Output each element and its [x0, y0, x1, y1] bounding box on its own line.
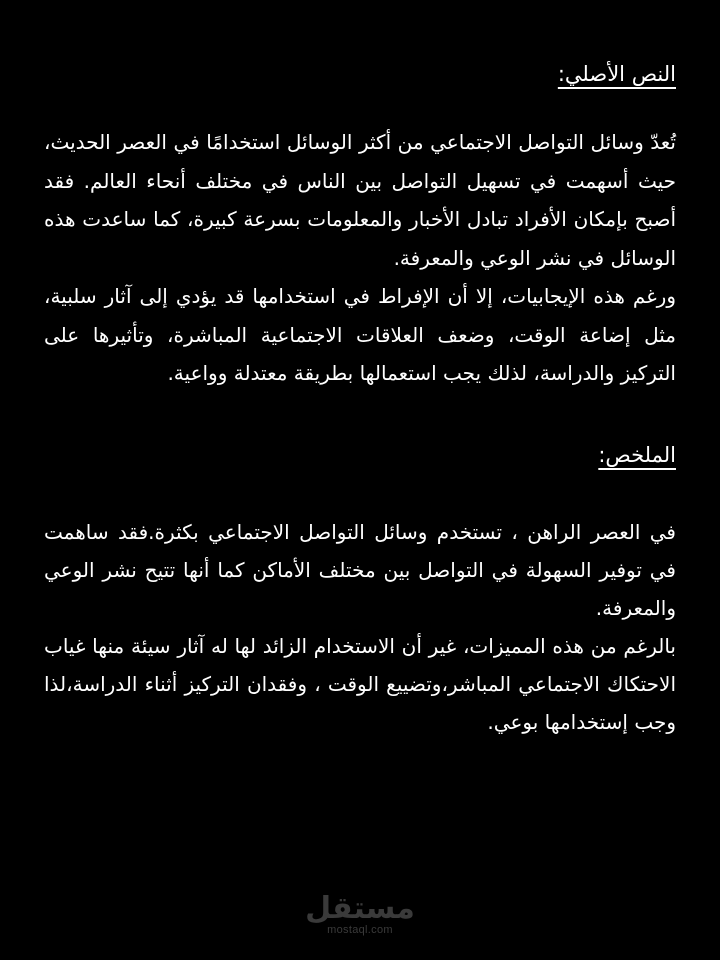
- original-text-section: [44, 58, 676, 393]
- watermark-domain: mostaql.com: [327, 924, 393, 936]
- summary-heading: الملخص:: [598, 442, 676, 467]
- original-paragraph-1: تُعدّ وسائل التواصل الاجتماعي من أكثر الوسائل استخدامًا في العصر الحديث، حيث أسهمت في تسهيل التواصل بين الناس في مختلف أنحاء العالم. فقد أصبح بإمكان الأفراد تبادل الأخبار والمعلومات بسرعة كبيرة، كما ساعدت هذه الوسائل في نشر الوعي والمعرفة.: [44, 130, 676, 270]
- summary-paragraph-1: في العصر الراهن ، تستخدم وسائل التواصل الاجتماعي بكثرة.فقد ساهمت في توفير السهولة في التواصل بين مختلف الأماكن كما أنها تتيح نشر الوعي والمعرفة.: [44, 519, 676, 620]
- summary-section: [44, 439, 676, 741]
- summary-paragraph-2: بالرغم من هذه المميزات، غير أن الاستخدام الزائد لها له آثار سيئة منها غياب الاحتكاك الاجتماعي المباشر،وتضييع الوقت ، وفقدان التركيز أثناء الدراسة،لذا وجب إستخدامها بوعي.: [44, 633, 676, 734]
- watermark-logo: مستقل: [305, 891, 415, 926]
- original-text-heading: النص الأصلي:: [557, 62, 676, 86]
- original-paragraph-2: ورغم هذه الإيجابيات، إلا أن الإفراط في استخدامها قد يؤدي إلى آثار سلبية، مثل إضاعة الوقت، وضعف العلاقات الاجتماعية المباشرة، وتأثيرها على التركيز والدراسة، لذلك يجب استعمالها بطريقة معتدلة وواعية.: [44, 284, 676, 385]
- mostaql-watermark: [0, 891, 720, 936]
